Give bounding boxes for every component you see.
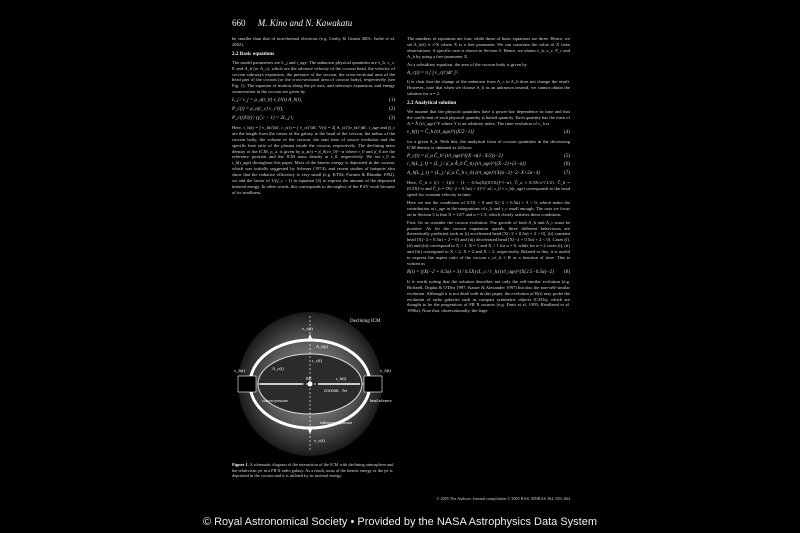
hotspot-box-right (364, 376, 382, 392)
equation (407, 171, 570, 177)
equation-number: (4) (564, 129, 570, 135)
paragraph: It is worth noting that the solution describes not only the self-similar evolution (e.g. Bicknell, Dopita & O'Dea 1997; Kaiser & Alexander 1997) but also the non-self-similar evolution. Although it is not dealt with in this paper, the evolution of R(t) may probe the evolution of radio galaxies such as compact symmetric objects (CSOs), which are thought to be the progenitors of FR II sources (e.g. Fanti et al. 1995; Readhead et al. 1996a). Note that, observationally, the large (407, 278, 570, 314)
equation-number: (8) (564, 269, 570, 275)
equation (232, 98, 395, 104)
label-ac: A_c(t) (272, 366, 284, 371)
figure-1 (232, 306, 395, 458)
label-vh-left: v_h(t) (234, 368, 245, 373)
equation-body: P_c(t) = ρ̄_a Ĉ_h² (t/t_age)^{(X−α(1−X/2))−2} (407, 153, 503, 159)
equation-body: L_j / v_j = ρ_a(r_h) v_h²(t) A_h(t), (232, 98, 303, 104)
label-rh: r_h(t) (336, 376, 347, 381)
equation-number: (6) (564, 162, 570, 168)
equation-number: (3) (389, 115, 395, 121)
page-header (232, 18, 352, 28)
paragraph: Here we use the conditions of 0.5X > 0 and X(−2 + 0.5α) + 3 > 0, which make the contribution at t_age in the integrations of r_h and r_c small enough. The case we focus on in Section 5 is that X = 12/7 and α = 1.5, which clearly satisfies these conditions. (407, 199, 570, 217)
ads-credit-line: © Royal Astronomical Society • Provided by the NASA Astrophysics Data System (202, 516, 598, 528)
section-heading: 2.3 Analytical solution (407, 100, 457, 107)
label-vc-bottom: v_c(t) (314, 438, 325, 443)
label-cocoon: cocoon (324, 389, 339, 394)
label-head-advance: head advance (370, 398, 392, 403)
equation-body: P_c(t)V(t) / (γ̂_c − 1) = 2L_j t, (232, 115, 294, 121)
right-column (407, 36, 570, 316)
label-sideways-expansion: sideways expansion (320, 420, 352, 425)
caption-label: Figure 1. (232, 462, 249, 467)
equation (407, 154, 570, 160)
label-bh: BH (306, 376, 312, 381)
paragraph: As a subsidiary equation, the area of the cocoon body is given by (407, 61, 527, 67)
copyright-note: © 2005 The Authors. Journal compilation © 2005 RAS, MNRAS 364, 659–664 (436, 496, 570, 501)
hotspot-box-left (238, 376, 256, 392)
intro-paragraph: be smaller than that of non-thermal electrons (e.g. Leahy & Gizani 2001; Isobe et al. 2002). (232, 36, 395, 47)
paragraph: First, let us consider the cocoon evolution. The growth of both A_h and A_c must be positive. As for the cocoon expansion speeds, three different behaviours are theoretically predicted such as (i) accelerated head [X(−2 + 0.5α) + 2 > 0], (ii) constant head [X(−2 + 0.5α) + 2 = 0] and (iii) decelerated head [X(−2 + 0.5α) + 2 < 0]. Cases (i), (ii) and (iii) correspond to X < 1, X = 1 and X > 1 for α = 0, while for α = 2 cases (i), (ii) and (iii) correspond to X < 2, X = 2 and X > 2, respectively. Related to this, it is useful to express the aspect ratio of the cocoon r_c/r_h ≡ R as a function of time. This is written as (407, 219, 570, 266)
equation-body: r_h(L_j, t) = (L_j / ρ̄_a Â_h Ĉ_h) (t/t_age)^{(X−2)+(3−α)} (407, 162, 526, 168)
paragraph: The numbers of equations are four, while those of basic equations are three. Hence, we set A_h(t) ∝ t^X where X is a free parameter. We can constrain the value of X from observations. A specific case is shown in Section 5. Hence, we obtain v_h, v_c, P_c and A_h by using a free parameter X. (407, 36, 570, 59)
equation-number: (5) (564, 153, 570, 159)
paragraph: We assume that the physical quantities have a power-law dependence in time and that the coefficient of each physical quantity is hatted quantity. Each quantity has the form of A = Â (t/t_age)^Y where Y is an arbitrary index. The time evolution of v_h is (407, 109, 570, 126)
left-column (232, 36, 395, 198)
paragraph: for a given A_h. With this, the analytical form of cocoon quantities in the decreasing ICM density is obtained as follows: (407, 138, 570, 150)
equation (407, 71, 570, 77)
label-rc: r_c(t) (312, 358, 322, 363)
black-hole-marker (308, 382, 313, 387)
label-jet: Jet (342, 388, 347, 393)
equation-number: (7) (564, 171, 570, 177)
label-vc-top: v_c(t) (302, 326, 313, 331)
figure-caption (232, 462, 395, 479)
journal-page (222, 8, 580, 510)
label-vh-right: v_h(t) (380, 368, 391, 373)
section-heading: 2.2 Basic equations (232, 50, 275, 57)
equation-body: P_c(t) = ρ_a(r_c) v_c²(t), (232, 107, 284, 113)
equation-number: (1) (389, 98, 395, 104)
caption-text: A schematic diagram of the interaction of the ICM with declining atmosphere and the relativistic jet in a FR II radio galaxy. As a result, most of the kinetic energy of the jet is deposited in the cocoon and it is inflated by its internal energy. (232, 462, 394, 479)
equation (407, 162, 570, 168)
equation-body: A_h(L_j, t) = (L_j / ρ̄_a Ĉ_h v_h) (t/t_age)^{X(α−2)−2−X+2α−4} (407, 171, 541, 177)
schematic-diagram (232, 306, 395, 458)
label-cocoon-pressure: cocoon pressure (262, 398, 288, 403)
equation-number: (2) (389, 107, 395, 113)
page-number: 660 (232, 18, 246, 28)
paragraph: Here, r_h(t) = ∫ v_h(t′)dt′, r_c(t) = ∫ v_c(t′)dt′, V(t) = 2∫ A_c(t′)v_h(t′)dt′, t_age and β_c are the length from the centre of the galaxy to the head of the cocoon, the radius of the cocoon body, the volume of the cocoon, the start time of source evolution and the specific heat ratio of the plasma inside the cocoon, respectively. The declining mass density of the ICM, ρ_a, is given by ρ_a(r) = ρ̄_0(r/r_0)^−α where r_0 and ρ̄_0 are the reference position and the ICM mass density at r_0, respectively. We set r_0 as r_h(t_age) throughout this paper. Most of the kinetic energy is deposited in the cocoon, which was initially suggested by Scheuer (1974), and recent studies of hotspots also show that the radiative efficiency is very small (e.g. KT04; Fortuin & Blundin 1992), we add the factor of 1/(γ̂_c − 1) in equation (3) to express the amount of the deposited internal energy. In other words, this corresponds to the neglect of the P dV work because of its smallness. (232, 124, 395, 195)
label-declining-icm: Declining ICM (350, 319, 381, 324)
equation-body: v_h(t) = Ĉ_h (t/t_age)^{(X/2−1)} (407, 129, 474, 135)
paragraph: Here, Ĉ_h ≡ [(1 − 1)(3 − (1 − 0.5α)X)(0.5X)]^{−α}, Ĉ_a ≡ 0.5X/π^{1/2}, Ĉ_h = (0.5X)^α and Ĉ_h = [X(−2 + 0.5α) + 3]^{−a}; r_0 ≡ r_h(t_age) corresponds to the head speed for constant velocity in time. (407, 180, 570, 198)
label-ah: A_h(t) (316, 344, 328, 349)
running-authors: M. Kino and N. Kawakatu (257, 18, 353, 28)
equation (232, 116, 395, 122)
paragraph: It is clear that the change of the unknown from A_c to A_h does not change the result. However, note that when we choose A_h as an unknown instead, we cannot obtain the solution for α = 2. (407, 79, 570, 97)
equation-body: R(t) = ((X(−2 + 0.5α) + 3) / 0.5X) (L_c / r_h) (t/t_age)^{X(2.5−0.5α)−2} (407, 269, 555, 275)
paragraph: The model parameters are L_j and t_age. The unknown physical quantities are v_h, v_c, P, and A_h (or A_c), which are the advance velocity of the cocoon head, the velocity of cocoon sideways expansion, the pressure of the cocoon, the cross-sectional area of the head part of the cocoon (or the cross-sectional area of cocoon body), respectively (see Fig. 1). The equation of motion along the jet axis, and sideways expansion, and energy conservation in the cocoon are given by (232, 59, 395, 95)
equation (407, 130, 570, 136)
equation-body: A_c(t) = π [ ∫ v_c(t′)dt′ ]². (407, 70, 459, 76)
equation (407, 270, 570, 276)
equation (232, 107, 395, 113)
